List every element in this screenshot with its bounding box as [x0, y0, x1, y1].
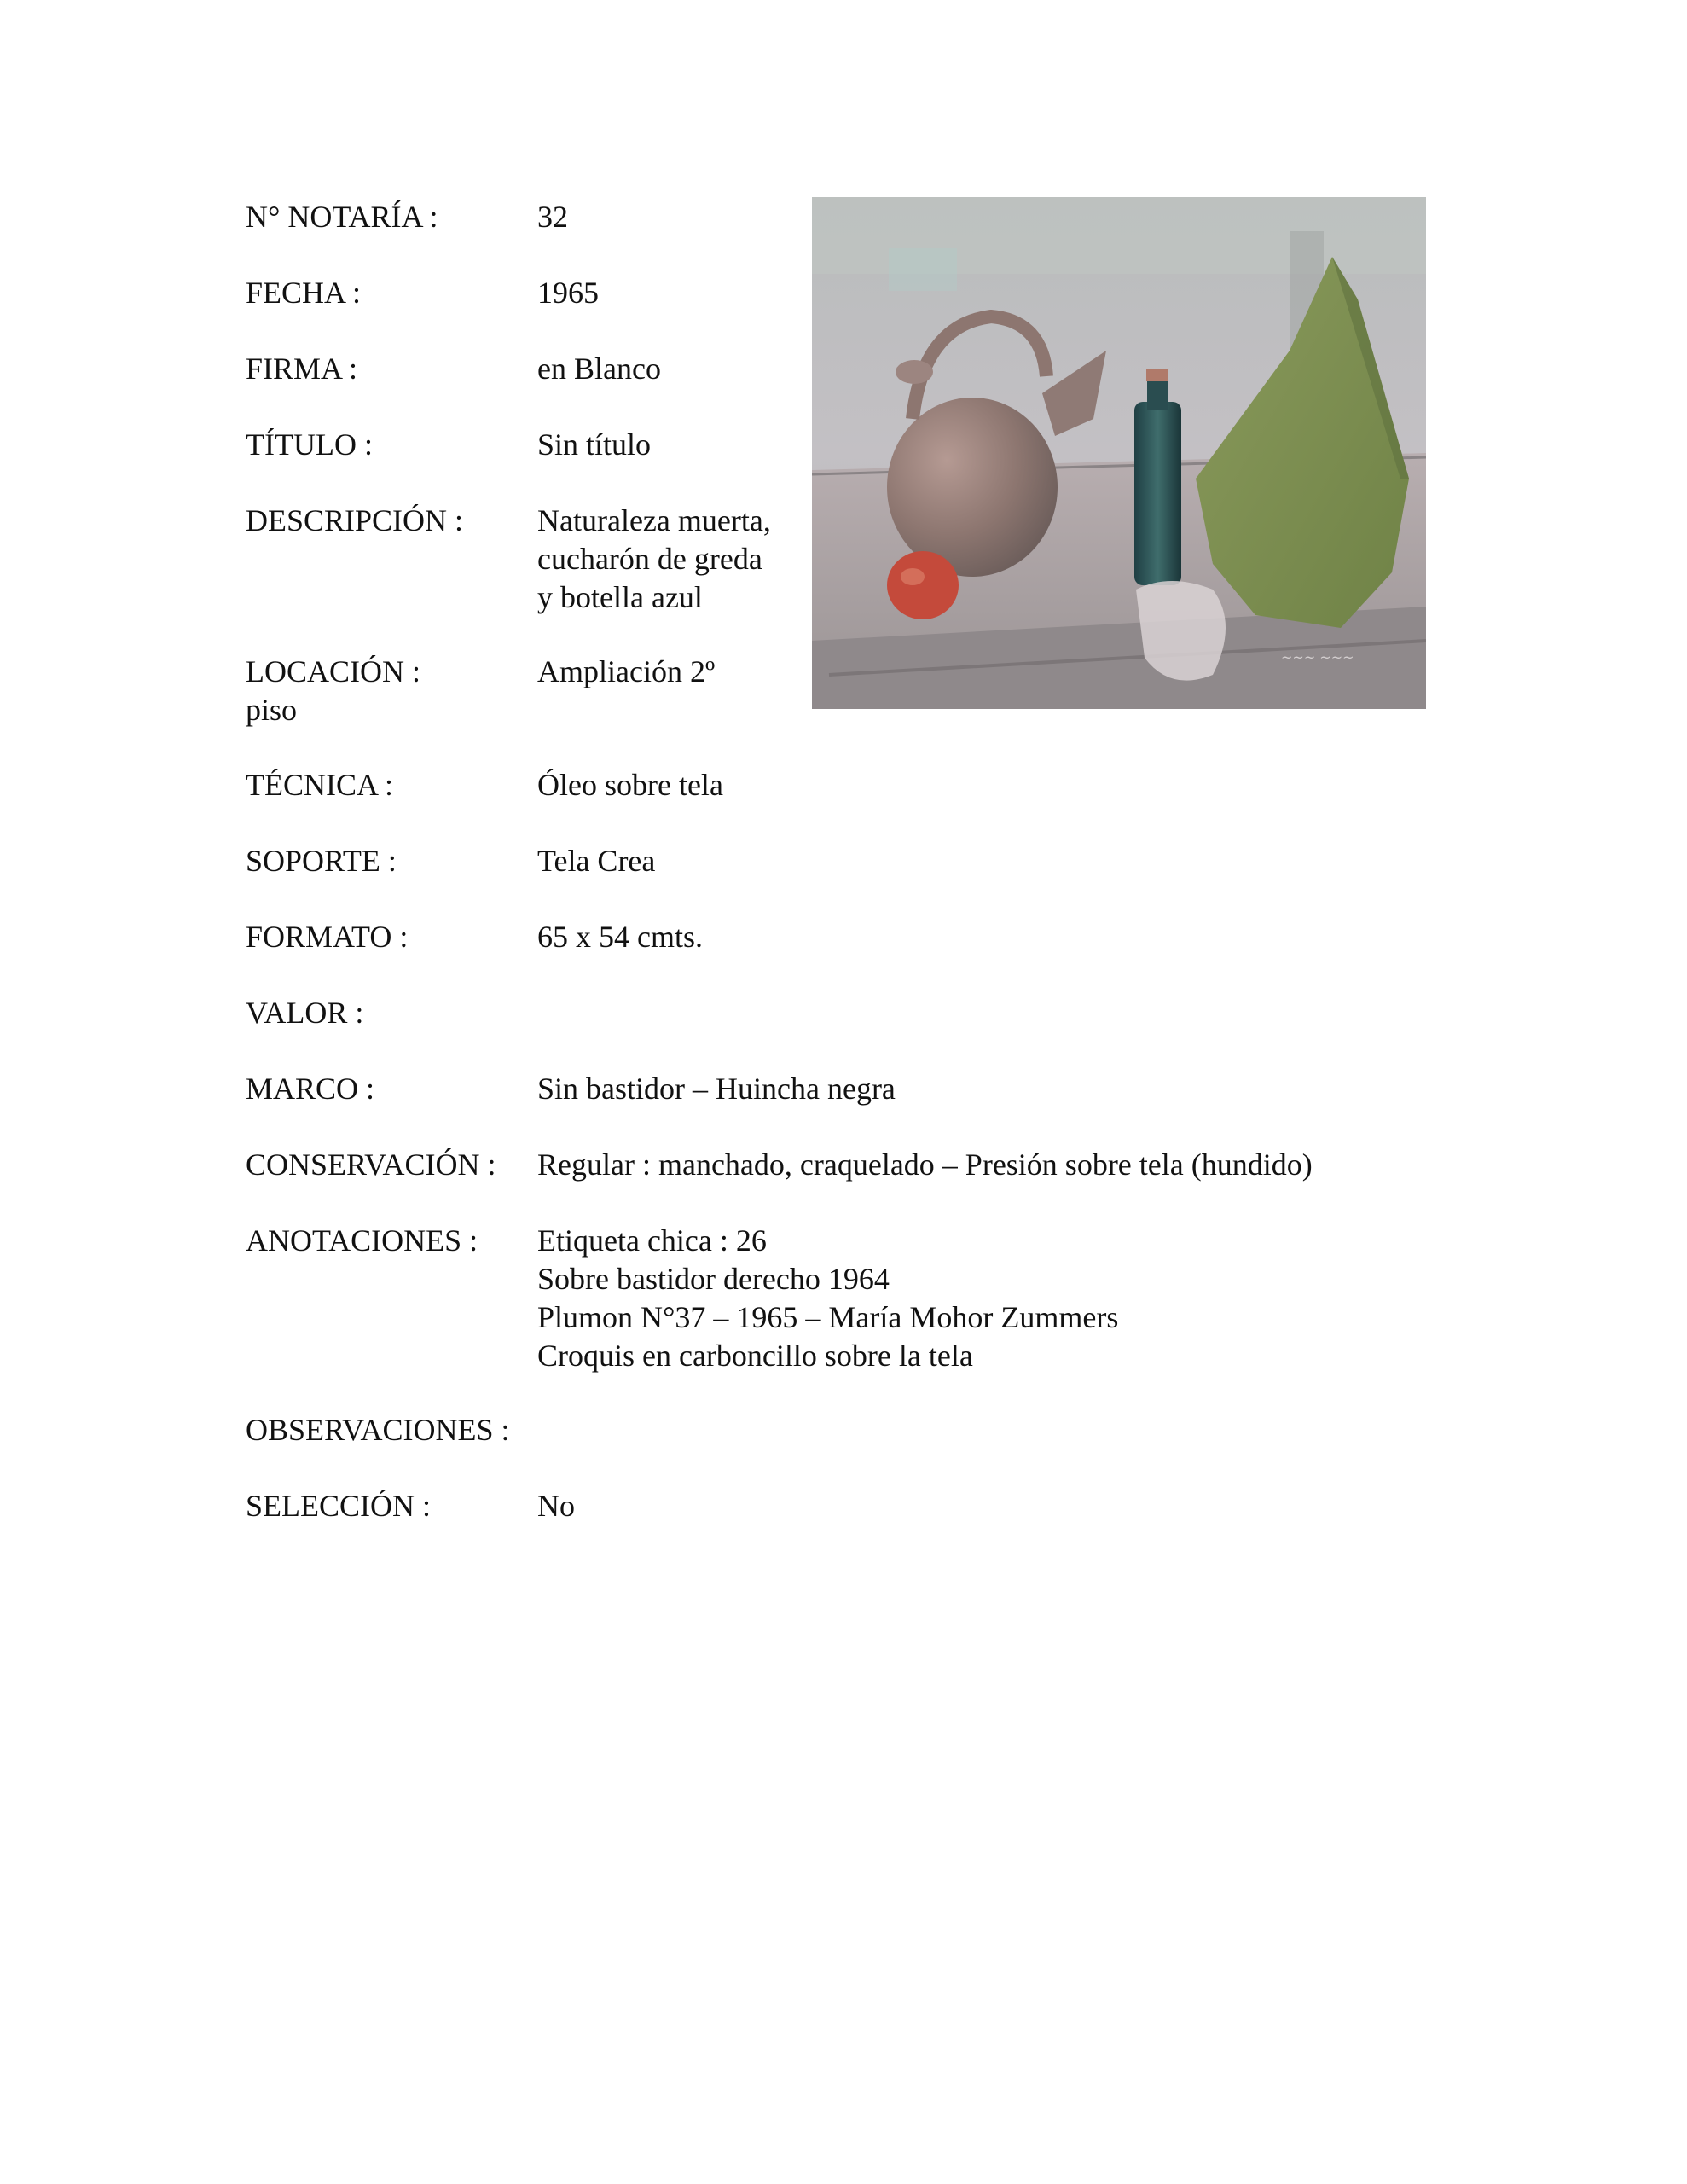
marco-label: MARCO :: [246, 1072, 375, 1106]
notaria-value: 32: [537, 200, 568, 234]
descripcion-line: y botella azul: [537, 580, 703, 614]
titulo-label: TÍTULO :: [246, 427, 373, 462]
descripcion-line: cucharón de greda: [537, 542, 762, 576]
conservacion-label: CONSERVACIÓN :: [246, 1147, 496, 1182]
notaria-label: N° NOTARÍA :: [246, 200, 438, 234]
locacion-label-line: piso: [246, 693, 298, 727]
seleccion-value: No: [537, 1489, 575, 1523]
soporte-label: SOPORTE :: [246, 844, 397, 878]
fecha-value: 1965: [537, 276, 599, 310]
formato-label: FORMATO :: [246, 920, 409, 954]
valor-label: VALOR :: [246, 996, 364, 1030]
descripcion-line: Naturaleza muerta,: [537, 503, 771, 537]
firma-label: FIRMA :: [246, 351, 358, 386]
still-life-painting: [812, 197, 1426, 709]
painting-image: [812, 197, 1426, 709]
anotaciones-line: Sobre bastidor derecho 1964: [537, 1262, 890, 1296]
descripcion-value: [537, 502, 771, 617]
anotaciones-label: ANOTACIONES :: [246, 1223, 478, 1258]
tecnica-label: TÉCNICA :: [246, 768, 394, 802]
anotaciones-value: [537, 1222, 1118, 1375]
descripcion-label: DESCRIPCIÓN :: [246, 503, 464, 537]
locacion-label: [246, 653, 420, 729]
locacion-value: Ampliación 2º: [537, 654, 716, 688]
soporte-value: Tela Crea: [537, 844, 656, 878]
seleccion-label: SELECCIÓN :: [246, 1489, 432, 1523]
fecha-label: FECHA :: [246, 276, 362, 310]
anotaciones-line: Plumon N°37 – 1965 – María Mohor Zummers: [537, 1300, 1119, 1334]
firma-value: en Blanco: [537, 351, 661, 386]
formato-value: 65 x 54 cmts.: [537, 920, 703, 954]
locacion-label-line: LOCACIÓN :: [246, 654, 420, 688]
marco-value: Sin bastidor – Huincha negra: [537, 1072, 896, 1106]
titulo-value: Sin título: [537, 427, 652, 462]
anotaciones-line: Croquis en carboncillo sobre la tela: [537, 1339, 973, 1373]
conservacion-value: Regular : manchado, craquelado – Presión sobre tela (hundido): [537, 1147, 1313, 1182]
tecnica-value: Óleo sobre tela: [537, 768, 723, 802]
observaciones-label: OBSERVACIONES :: [246, 1413, 510, 1447]
anotaciones-line: Etiqueta chica : 26: [537, 1223, 767, 1258]
svg-text:~~~ ~~~: ~~~ ~~~: [1281, 649, 1354, 665]
